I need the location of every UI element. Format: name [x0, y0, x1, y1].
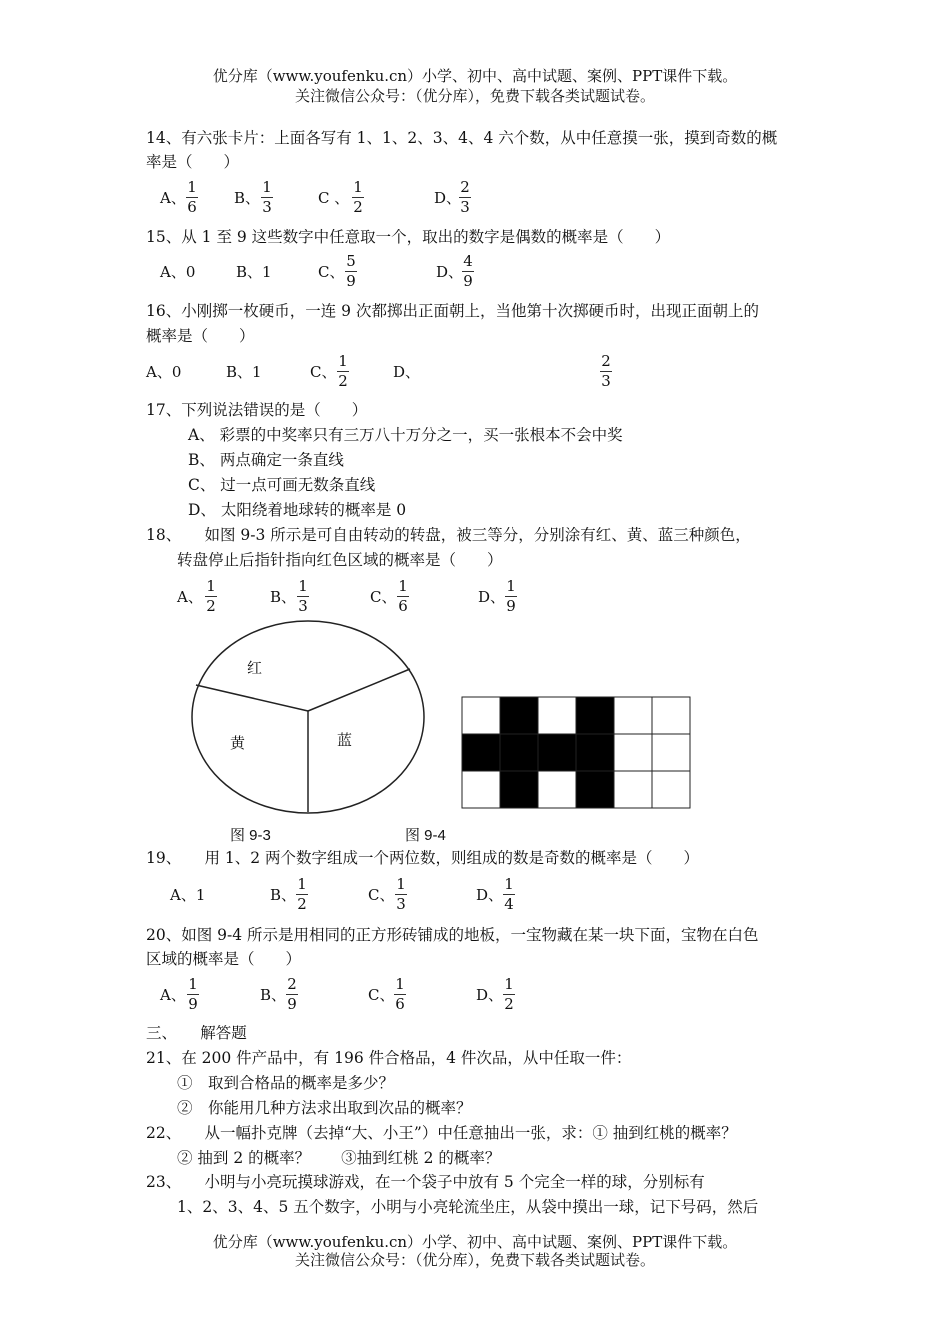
q18-option-c-label: C、	[370, 588, 397, 606]
spinner-label-blue: 蓝	[337, 731, 353, 749]
grid-tile-white	[538, 771, 576, 808]
q18-option-a-fraction: 1 2	[206, 577, 216, 615]
q19-option-c-label: C、	[368, 886, 395, 904]
q19-option-d-label: D、	[476, 886, 504, 904]
q20-stem-line1: 20、如图 9-4 所示是用相同的正方形砖铺成的地板，一宝物藏在某一块下面，宝物在白色	[146, 926, 759, 944]
q22-stem-line2: ② 抽到 2 的概率？ ③抽到红桃 2 的概率？	[177, 1149, 501, 1167]
q19-stem: 19、 用 1、2 两个数字组成一个两位数，则组成的数是奇数的概率是（ ）	[146, 849, 700, 867]
grid-tile-black	[462, 734, 500, 771]
q18-option-b-fraction: 1 3	[298, 577, 308, 615]
q20-option-a-fraction: 1 9	[188, 975, 198, 1013]
page-header-line2: 关注微信公众号：（优分库），免费下载各类试题试卷。	[294, 87, 655, 105]
q16-option-a: A、0	[146, 363, 182, 381]
q20-option-b-label: B、	[260, 986, 287, 1004]
spinner-divider-left	[196, 685, 308, 711]
q21-stem: 21、在 200 件产品中，有 196 件合格品，4 件次品，从中任取一件：	[146, 1049, 632, 1067]
q20-option-c-fraction: 1 6	[395, 975, 405, 1013]
q20-option-d-fraction: 1 2	[504, 975, 514, 1013]
spinner-label-yellow: 黄	[230, 734, 246, 752]
grid-tile-black	[576, 771, 614, 808]
q14-option-d-label: D、	[434, 189, 462, 207]
figure-9-4-tile-grid	[461, 696, 695, 810]
caption-figure-9-3: 图 9-3	[230, 827, 271, 844]
page-footer-line1: 优分库（www.youfenku.cn）小学、初中、高中试题、案例、PPT课件下载。	[212, 1233, 738, 1251]
q14-option-c-fraction: 1 2	[353, 178, 363, 216]
q16-option-c-label: C、	[310, 363, 337, 381]
q18-stem-line1: 18、 如图 9-3 所示是可自由转动的转盘，被三等分，分别涂有红、黄、蓝三种颜色，	[146, 526, 751, 544]
q14-stem-line1: 14、有六张卡片：上面各写有 1、1、2、3、4、4 六个数，从中任意摸一张，摸到奇数的概	[146, 129, 778, 147]
q14-option-d-fraction: 2 3	[460, 178, 470, 216]
q14-option-a-fraction: 1 6	[187, 178, 197, 216]
grid-tile-white	[614, 697, 652, 734]
q14-stem-line2: 率是（ ）	[146, 153, 240, 171]
caption-figure-9-4: 图 9-4	[405, 827, 446, 844]
q18-stem-line2: 转盘停止后指针指向红色区域的概率是（ ）	[177, 551, 503, 569]
grid-tile-black	[500, 697, 538, 734]
q23-stem-line2: 1、2、3、4、5 五个数字，小明与小亮轮流坐庄，从袋中摸出一球，记下号码，然后	[177, 1198, 759, 1216]
q19-option-a: A、1	[170, 886, 206, 904]
grid-tile-black	[576, 734, 614, 771]
q16-option-d-fraction: 2 3	[601, 352, 611, 390]
q16-option-c-fraction: 1 2	[338, 352, 348, 390]
q20-option-a-label: A、	[160, 986, 186, 1004]
q18-option-b-label: B、	[270, 588, 297, 606]
q18-option-a-label: A、	[177, 588, 203, 606]
q21-part-1: ① 取到合格品的概率是多少？	[177, 1074, 395, 1092]
section-3-heading: 三、 解答题	[146, 1024, 247, 1042]
q19-option-d-fraction: 1 4	[504, 875, 514, 913]
q14-option-c-label: C 、	[318, 189, 350, 207]
q20-option-c-label: C、	[368, 986, 395, 1004]
q17-option-b: B、 两点确定一条直线	[188, 451, 344, 469]
q16-option-d-label: D、	[393, 363, 421, 381]
q15-option-c-fraction: 5 9	[346, 252, 356, 290]
grid-tile-white	[614, 734, 652, 771]
q15-option-c-label: C、	[318, 263, 345, 281]
q18-option-d-label: D、	[478, 588, 506, 606]
page-header-line1: 优分库（www.youfenku.cn）小学、初中、高中试题、案例、PPT课件下载。	[212, 67, 738, 85]
q18-option-c-fraction: 1 6	[398, 577, 408, 615]
figure-9-3-spinner	[185, 615, 435, 820]
q15-stem: 15、从 1 至 9 这些数字中任意取一个，取出的数字是偶数的概率是（ ）	[146, 228, 671, 246]
q17-option-c: C、 过一点可画无数条直线	[188, 476, 376, 494]
spinner-divider-right	[308, 669, 410, 711]
q17-option-d: D、 太阳绕着地球转的概率是 0	[188, 501, 407, 519]
q20-option-d-label: D、	[476, 986, 504, 1004]
q19-option-c-fraction: 1 3	[396, 875, 406, 913]
grid-tile-black	[500, 734, 538, 771]
grid-tile-black	[576, 697, 614, 734]
q14-option-b-fraction: 1 3	[262, 178, 272, 216]
grid-tile-white	[652, 697, 690, 734]
q21-part-2: ② 你能用几种方法求出取到次品的概率？	[177, 1099, 472, 1117]
q17-stem: 17、下列说法错误的是（ ）	[146, 401, 368, 419]
q16-stem-line1: 16、小刚掷一枚硬币，一连 9 次都掷出正面朝上，当他第十次掷硬币时，出现正面朝上的	[146, 302, 759, 320]
q15-option-b: B、1	[236, 263, 272, 281]
q20-option-b-fraction: 2 9	[287, 975, 297, 1013]
q20-stem-line2: 区域的概率是（ ）	[146, 950, 302, 968]
q19-option-b-fraction: 1 2	[297, 875, 307, 913]
q23-stem-line1: 23、 小明与小亮玩摸球游戏，在一个袋子中放有 5 个完全一样的球，分别标有	[146, 1173, 705, 1191]
q16-stem-line2: 概率是（ ）	[146, 327, 255, 345]
grid-tile-white	[538, 697, 576, 734]
grid-tile-white	[652, 771, 690, 808]
q14-option-a-label: A、	[160, 189, 186, 207]
spinner-label-red: 红	[247, 659, 263, 677]
q14-option-b-label: B、	[234, 189, 261, 207]
q18-option-d-fraction: 1 9	[506, 577, 516, 615]
grid-tile-white	[652, 734, 690, 771]
q15-option-d-label: D、	[436, 263, 464, 281]
grid-tile-white	[462, 697, 500, 734]
q19-option-b-label: B、	[270, 886, 297, 904]
page-footer-line2: 关注微信公众号：（优分库），免费下载各类试题试卷。	[294, 1251, 655, 1269]
grid-tile-white	[462, 771, 500, 808]
grid-tile-black	[500, 771, 538, 808]
q15-option-d-fraction: 4 9	[463, 252, 473, 290]
q22-stem-line1: 22、 从一幅扑克牌（去掉“大、小王”）中任意抽出一张，求：① 抽到红桃的概率？	[146, 1124, 737, 1142]
grid-tile-black	[538, 734, 576, 771]
q16-option-b: B、1	[226, 363, 262, 381]
q15-option-a: A、0	[160, 263, 196, 281]
grid-tile-white	[614, 771, 652, 808]
q17-option-a: A、 彩票的中奖率只有三万八十万分之一，买一张根本不会中奖	[188, 426, 623, 444]
